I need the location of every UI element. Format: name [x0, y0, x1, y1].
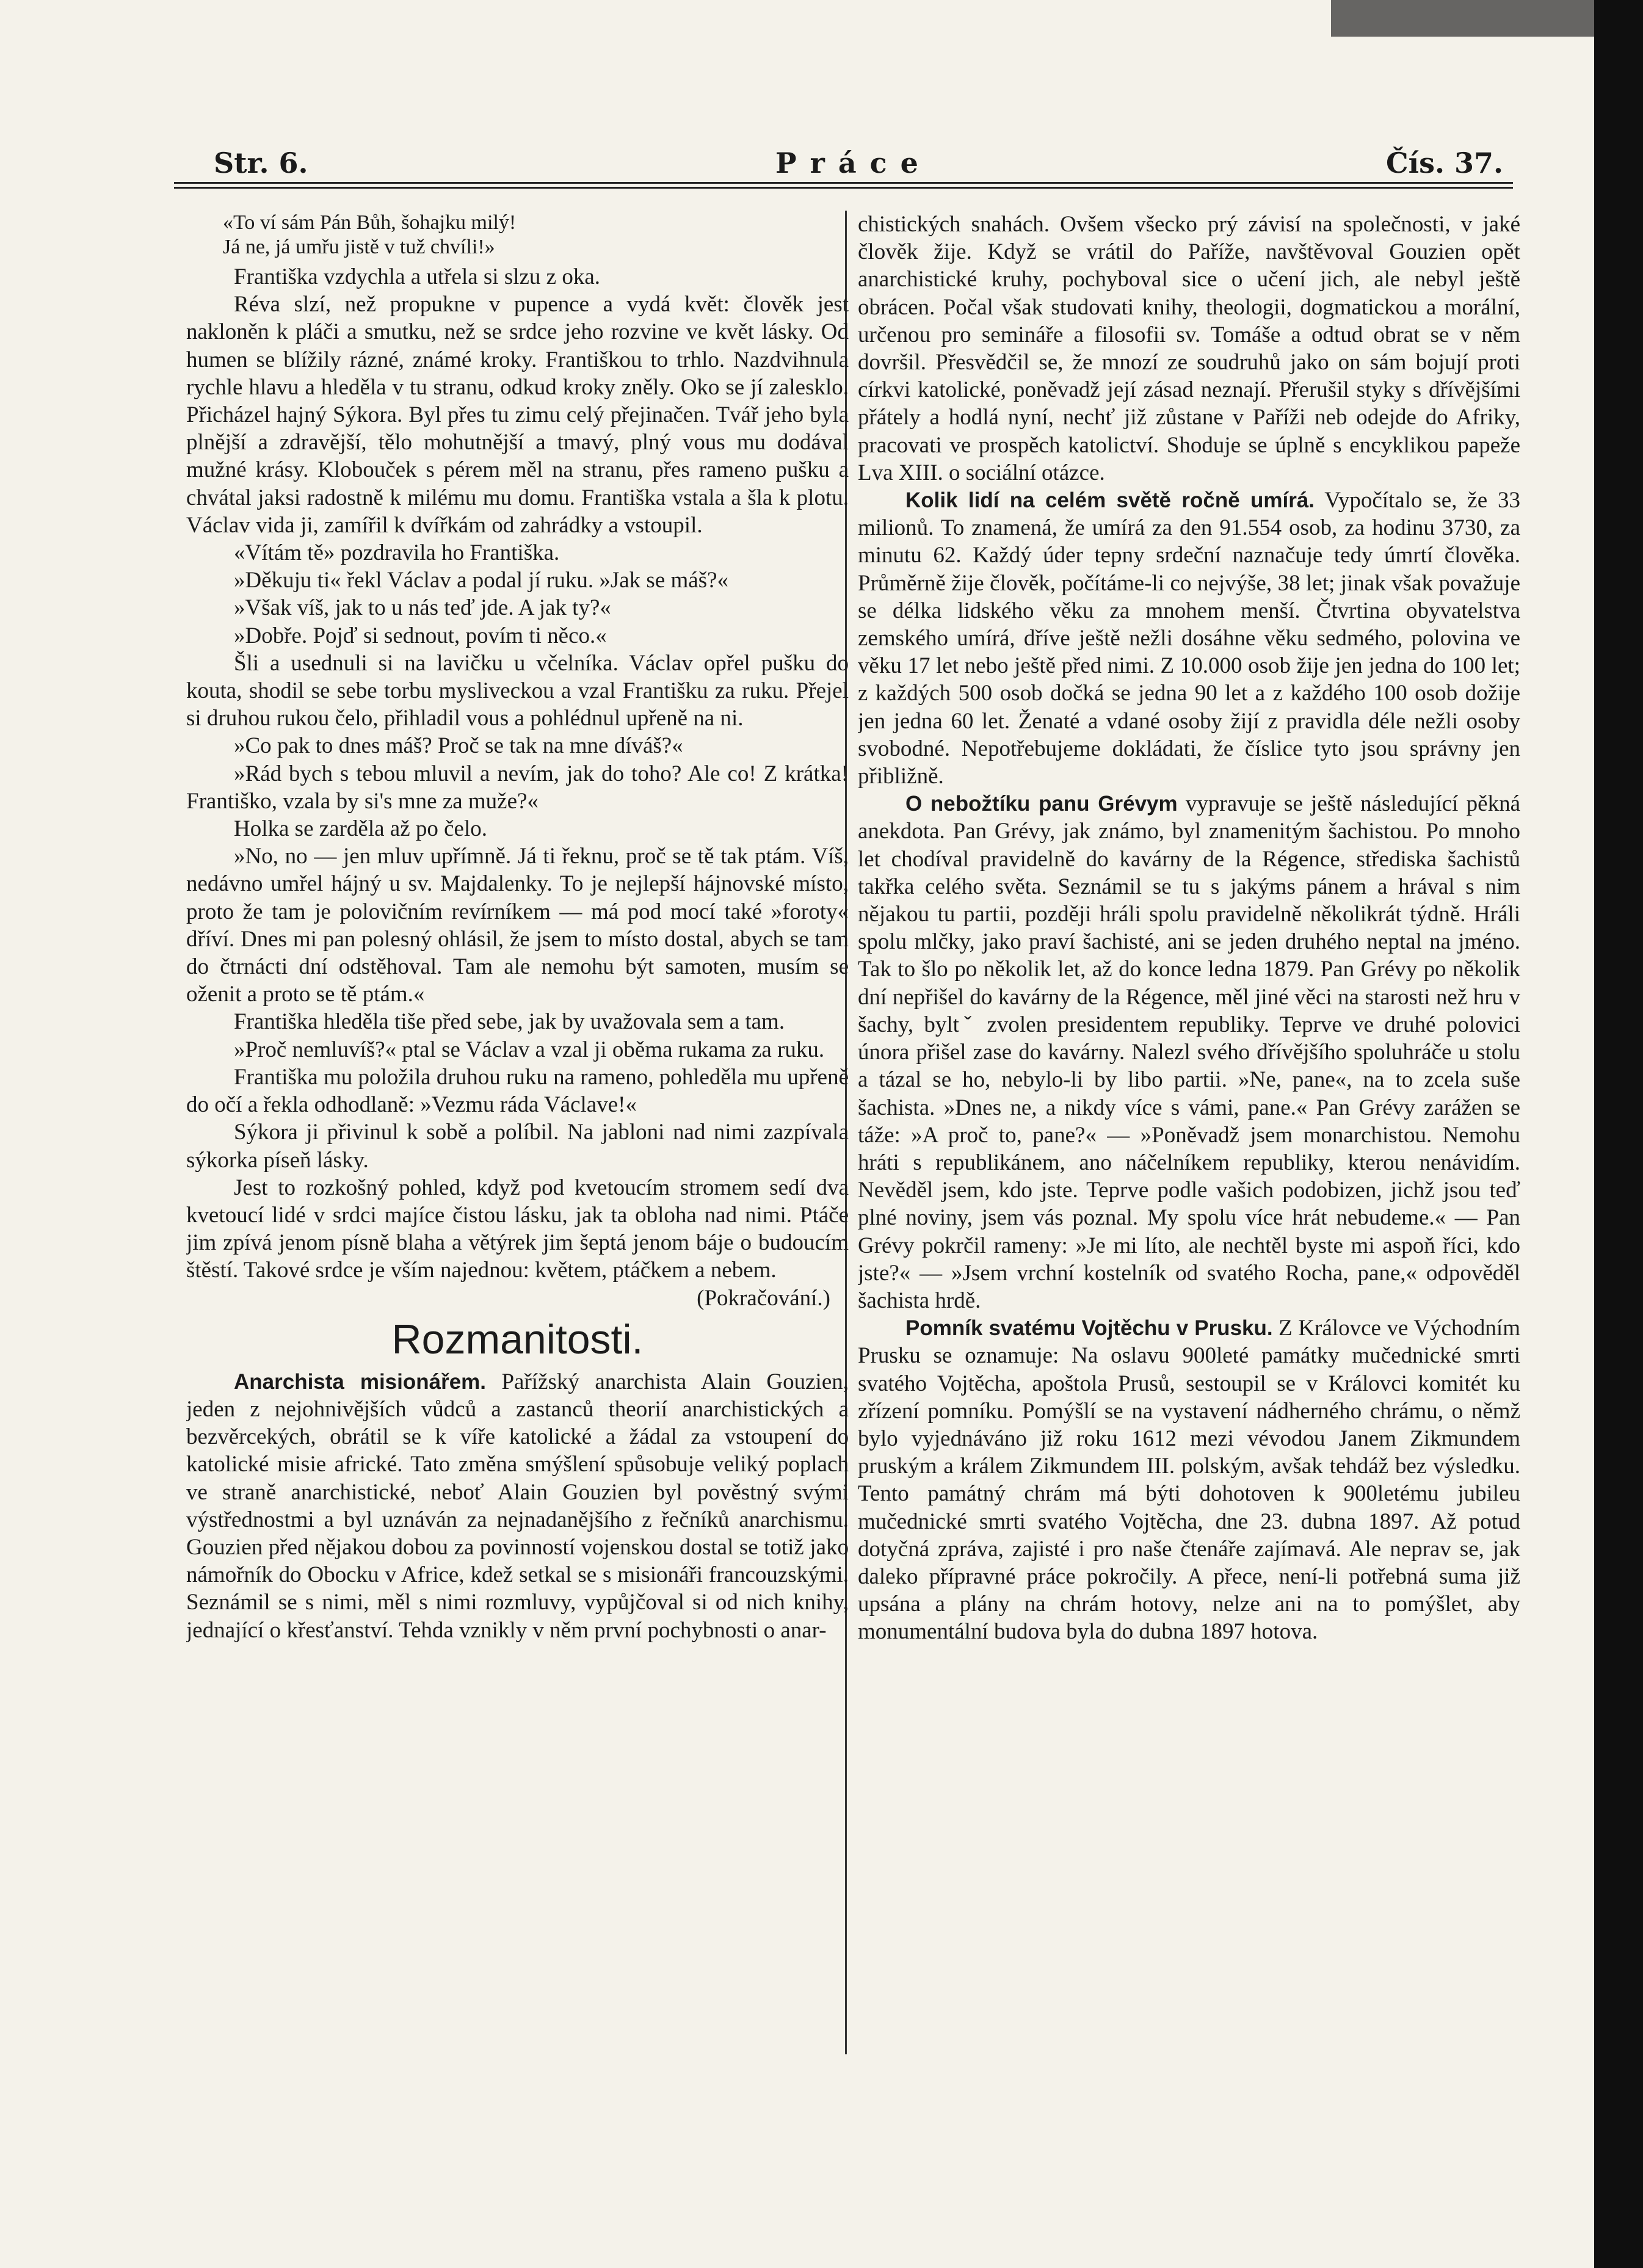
story-paragraph: »Však víš, jak to u nás teď jde. A jak ty?«: [234, 595, 611, 621]
article-heading: O nebožtíku panu Grévym: [905, 792, 1178, 816]
story-paragraph: Františka mu položila druhou ruku na rameno, pohleděla mu upřeně do očí a řekla odhodlaně: »Vezmu ráda Václave!«: [186, 1064, 849, 1118]
story-paragraph: »Proč nemluvíš?« ptal se Václav a vzal ji oběma rukama za ruku.: [234, 1037, 825, 1062]
scan-top-shadow: [1331, 0, 1594, 37]
story-paragraph: Holka se zarděla až po čelo.: [234, 816, 488, 842]
article-pomnik: [858, 1314, 1520, 1645]
article-heading: Pomník svatému Vojtěchu v Prusku.: [905, 1316, 1273, 1341]
story-paragraph: »Rád bych s tebou mluvil a nevím, jak do toho? Ale co! Z krátka! Františko, vzala by si's mne za muže?«: [186, 761, 849, 814]
story-paragraph: Šli a usednuli si na lavičku u včelníka. Václav opřel pušku do kouta, shodil se sebe torbu mysliveckou a vzal Františku za ruku. Přejel si druhou rukou čelo, přihladil vous a pohlédnul upřeně na ni.: [186, 650, 849, 731]
story-paragraph: Jest to rozkošný pohled, když pod kvetoucím stromem sedí dva kvetoucí lidé v srdci majíce čistou lásku, jak ta obloha nad nimi. Ptáče jim zpívá jenom písně blaha a větýrek jim šeptá jenom báje o budoucím štěstí. Takové srdce je vším najednou: květem, ptáčkem a nebem.: [186, 1175, 849, 1283]
story-paragraph: »Dobře. Pojď si sednout, povím ti něco.«: [234, 623, 607, 648]
article-heading: Kolik lidí na celém světě ročně umírá.: [905, 488, 1315, 513]
page-number: Str. 6.: [214, 147, 308, 179]
story-paragraph: »Co pak to dnes máš? Proč se tak na mne díváš?«: [234, 733, 683, 759]
article-body: Vypočítalo se, že 33 milionů. To znamená, že umírá za den 91.554 osob, za hodinu 3730, za minutu 62. Každý úder tepny srdeční naznačuje tedy úmrtí člověka. Průměrně žije člověk, počítáme-li co nejvýše, 38 let; jinak však považuje se délka lidského věku za mnohem menší. Čtvrtina obyvatelstva zemského umírá, dříve ještě nežli dosáhne věku sedmého, polovina ve věku 17 let nebo ještě před nimi. Z 10.000 osob žije jen jedna do 100 let; z každých 500 osob dočká se jedna 90 let a z každého 100 osob dožije jen jedna 60 let. Ženaté a vdané osoby žijí z pravidla déle nežli osoby svobodné. Nepotřebujeme dokládati, že číslice tyto jsou správny jen přibližně.: [858, 488, 1520, 789]
article-body: vypravuje se ještě následující pěkná anekdota. Pan Grévy, jak známo, byl znamenitým šachistou. Po mnoho let chodíval pravidelně do kavárny de la Régence, střediska šachistů takřka celého světa. Seznámil se tu s jakýms pánem a hrával s nim nějakou tu partii, později hráli spolu pravidelně několikrát týdně. Hráli spolu mlčky, jako praví šachisté, ani se jeden druhého neptal na jméno. Tak to šlo po několik let, až do konce ledna 1879. Pan Grévy po několik dní nepřišel do kavárny de la Régence, měl jiné věci na starosti než hru v šachy, byltˇ zvolen presidentem republiky. Teprve ve druhé polovici února přišel zase do kavárny. Nalezl svého dřívějšího spoluhráče u stolu a tázal se ho, nebylo-li by libo partii. »Ne, pane«, na to zcela suše šachista. »Dnes ne, a nikdy více s vámi, pane.« Pan Grévy zarážen se táže: »A proč to, pane?« — »Poněvadž jsem monarchistou. Nemohu hráti s republikánem, ano náčelníkem republiky, kterou nenávidím. Nevěděl jsem, kdo jste. Teprve podle vašich podobizen, jichž jsou teď plné noviny, jsem vás poznal. My spolu více hrát nebudeme.« — Pan Grévy pokrčil rameny: »Je mi líto, ale nechtěl byste mi aspoň říci, kdo jste?« — »Jsem vrchní kostelník od svatého Rocha, pane,« odpověděl šachista hrdě.: [858, 791, 1520, 1313]
newspaper-title: Práce: [775, 147, 932, 179]
story-paragraph: «Vítám tě» pozdravila ho Františka.: [234, 540, 560, 566]
section-title: Rozmanitosti.: [391, 1316, 644, 1363]
article-deaths: [858, 487, 1520, 790]
article-grevy: [858, 790, 1520, 1314]
issue-number: Čís. 37.: [1386, 147, 1504, 179]
story-paragraph: Františka hleděla tiše před sebe, jak by uvažovala sem a tam.: [234, 1009, 785, 1035]
story-paragraph: »No, no — jen mluv upřímně. Já ti řeknu, proč se tě tak ptám. Víš, nedávno umřel hájný u sv. Majdalenky. To je nejlepší hájnovské místo, proto že tam je polovičním revírníkem — má pod mocí také »foroty« dříví. Dnes mi pan polesný ohlásil, že jsem to místo dostal, abych se tam do čtrnácti dní odstěhoval. Tam ale nemohu být samoten, musím se oženit a proto se tě ptám.«: [186, 844, 849, 1007]
continued-note: (Pokračování.): [697, 1285, 830, 1311]
right-column: [858, 211, 1520, 2060]
story-paragraph: Sýkora ji přivinul k sobě a políbil. Na jabloni nad nimi zazpívala sýkorka píseň lásky.: [186, 1120, 849, 1173]
left-column: [186, 211, 849, 2060]
article-continuation: chistických snahách. Ovšem všecko prý závisí na společnosti, v jaké člověk žije. Když se vrátil do Paříže, navštěvoval Gouzien opět anarchistické kruhy, pochyboval sice o učení jich, ale nebyl ještě obrácen. Počal však studovati knihy, theologii, dogmatickou a morální, určenou pro semináře a filosofii sv. Tomáše a odtud obrat se v něm dovršil. Přesvědčil se, že mnozí ze soudruhů jako on sám bojují proti církvi katolické, poněvadž její zásad neznají. Přerušil styky s dřívějšími přátely a hodlá nyní, nechť již zůstane v Paříži neb odejde do Afriky, pracovati ve prospěch katolictví. Shoduje se úplně s encyklikou papeže Lva XIII. o sociální otázce.: [858, 212, 1520, 485]
header-rule-top: [174, 182, 1513, 184]
story-paragraph: Františka vzdychla a utřela si slzu z oka.: [234, 264, 601, 289]
header-rule-bottom: [174, 187, 1513, 189]
article-body: Pařížský anarchista Alain Gouzien, jeden z nejohnivějších vůdců a zastanců theorií anarchistických a bezvěrcekých, obrátil se k víře katolické a žádal za vstoupení do katolické misie africké. Tato změna smýšlení spůsobuje veliký poplach ve straně anarchistické, neboť Alain Gouzien byl pověstný svými výstřednostmi a byl uznáván za nejnadanějšího z řečníků anarchismu. Gouzien před nějakou dobou za povinností vojenskou dostal se totiž jako námořník do Obocku v Africe, kdež setkal se s misionáři francouzskými. Seznámil se s nimi, měl s nimi rozmluvy, vypůjčoval si od nich knihy, jednající o křesťanství. Tehda vznikly v něm první pochybnosti o anar-: [186, 1369, 849, 1643]
story-paragraph: »Děkuju ti« řekl Václav a podal jí ruku. »Jak se máš?«: [234, 568, 729, 593]
article-body: Z Královce ve Východním Prusku se oznamuje: Na oslavu 900leté památky mučednické smrti svatého Vojtěcha, apoštola Prusů, sestoupil se v Královci komitét ku zřízení pomníku. Pomýšlí se na vystavení nádherného chrámu, o němž bylo vyjednáváno již roku 1612 mezi vévodou Janem Zikmundem pruským a králem Zikmundem III. polským, avšak tehdáž bez výsledku. Tento památný chrám má býti dohotoven k 900letému jubileu mučednické smrti svatého Vojtěcha, dne 23. dubna 1897. Až potud dotyčná zpráva, zajisté i pro naše čtenáře zajímavá. Ale neprav se, jak daleko přípravné práce pokročily. A přece, není-li potřebná suma již upsána a plány na chrám hotovy, nelze ani na to pomýšlet, aby monumentální budova byla do dubna 1897 hotova.: [858, 1316, 1520, 1645]
scan-right-edge: [1594, 0, 1643, 2268]
article-heading: Anarchista misionářem.: [234, 1369, 487, 1394]
poem-line-1: «To ví sám Pán Bůh, šohajku milý!: [223, 211, 517, 234]
article-anarchista: [186, 1368, 849, 1644]
story-paragraph: Réva slzí, než propukne v pupence a vydá květ: člověk jest nakloněn k pláči a smutku, než se srdce jeho rozvine ve květ lásky. Od humen se blížily rázné, známé kroky. Františkou to trhlo. Nazdvihnula rychle hlavu a hleděla v tu stranu, odkud kroky zněly. Oko se jí zalesklo. Přicházel hajný Sýkora. Byl přes tu zimu celý přejinačen. Tvář jeho byla plnější a zdravější, tělo mohutnější a tmavý, plný vous mu dodával mužné krásy. Klobouček s pérem měl na stranu, přes rameno pušku a chvátal jaksi radostně k milému mu domu. Františka vstala a šla k plotu. Václav vida ji, zamířil k dvířkám od zahrádky a vstoupil.: [186, 292, 849, 538]
poem-line-2: Já ne, já umřu jistě v tuž chvíli!»: [223, 236, 495, 258]
